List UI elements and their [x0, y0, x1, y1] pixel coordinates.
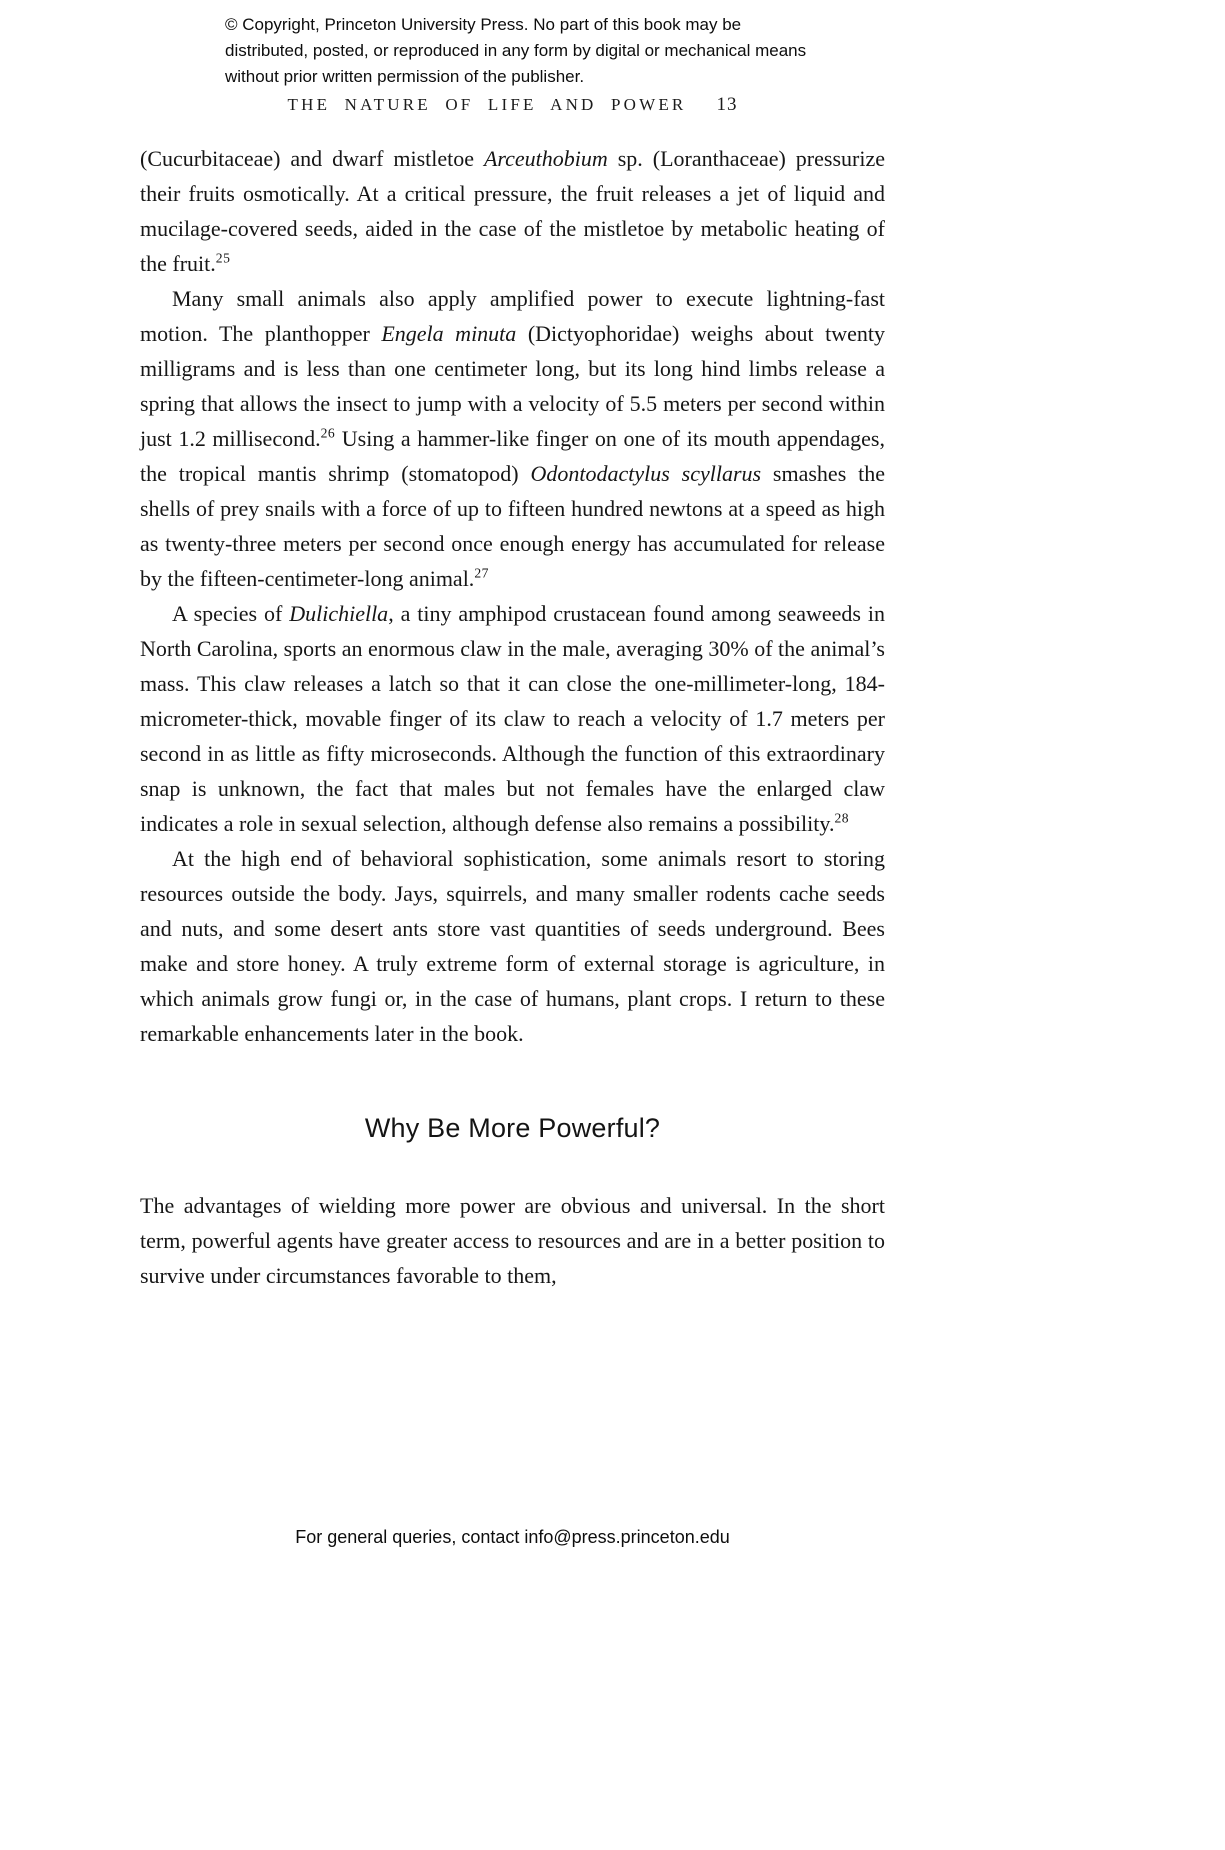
species-name: Arceuthobium: [483, 146, 608, 171]
body-paragraphs: [140, 141, 885, 1051]
footnote-reference: 28: [834, 810, 850, 826]
text-run: Using a hammer-like finger on one of its mouth appendages, the tropical mantis shrimp (stomatopod): [140, 426, 885, 486]
body-paragraph: [140, 281, 885, 596]
body-paragraph: [140, 841, 885, 1051]
species-name: Odontodactylus scyllarus: [530, 461, 762, 486]
footnote-reference: 26: [320, 425, 336, 441]
species-name: Dulichiella: [289, 601, 389, 626]
species-name: Engela minuta: [381, 321, 517, 346]
text-run: A species of: [172, 601, 290, 626]
text-run: The advantages of wielding more power are obvious and universal. In the short term, powerful agents have greater access to resources and are in a better position to survive under circumstances favorable to them,: [140, 1193, 885, 1288]
text-run: sp. (Loranthaceae) pressurize their fruits osmotically. At a critical pressure, the fruit releases a jet of liquid and mucilage-covered seeds, aided in the case of the mistletoe by metabolic heating of the fruit.: [140, 146, 885, 276]
footnote-reference: 25: [215, 250, 231, 266]
text-run: At the high end of behavioral sophistication, some animals resort to storing resources outside the body. Jays, squirrels, and many smaller rodents cache seeds and nuts, and some desert ants store vast quantities of seeds underground. Bees make and store honey. A truly extreme form of external storage is agriculture, in which animals grow fungi or, in the case of humans, plant crops. I return to these remarkable enhancements later in the book.: [140, 846, 885, 1046]
running-header: [140, 94, 885, 116]
text-run: , a tiny amphipod crustacean found among seaweeds in North Carolina, sports an enormous claw in the male, averaging 30% of the animal’s mass. This claw releases a latch so that it can close the one-millimeter-long, 184-micrometer-thick, movable finger of its claw to reach a velocity of 1.7 meters per second in as little as fifty microseconds. Although the function of this extraordinary snap is unknown, the fact that males but not females have the enlarged claw indicates a role in sexual selection, although defense also remains a possibility.: [140, 601, 885, 836]
page-number: 13: [716, 94, 738, 115]
body-paragraph: [140, 141, 885, 281]
section-paragraphs: [140, 1188, 885, 1293]
text-run: smashes the shells of prey snails with a force of up to fifteen hundred newtons at a speed as high as twenty-three meters per second once enough energy has accumulated for release by the fifteen-centimeter-long animal.: [140, 461, 885, 591]
footer-contact-note: For general queries, contact info@press.princeton.edu: [295, 1527, 730, 1547]
section-heading: Why Be More Powerful?: [364, 1113, 661, 1143]
footnote-reference: 27: [474, 565, 489, 581]
copyright-notice: © Copyright, Princeton University Press. No part of this book may be distributed, posted, or reproduced in any form by digital or mechanical means without prior written permission of the publisher.: [225, 15, 807, 86]
text-run: (Cucurbitaceae) and dwarf mistletoe: [140, 146, 484, 171]
body-paragraph: [140, 1188, 885, 1293]
text-run: (Dictyophoridae) weighs about twenty milligrams and is less than one centimeter long, but its long hind limbs release a spring that allows the insect to jump with a velocity of 5.5 meters per second within just 1.2 millisecond.: [140, 321, 885, 451]
text-run: Many small animals also apply amplified power to execute lightning-fast motion. The planthopper: [140, 286, 885, 346]
body-text: [140, 141, 885, 1293]
body-paragraph: [140, 596, 885, 841]
running-header-title: THE NATURE OF LIFE AND POWER: [287, 95, 687, 114]
